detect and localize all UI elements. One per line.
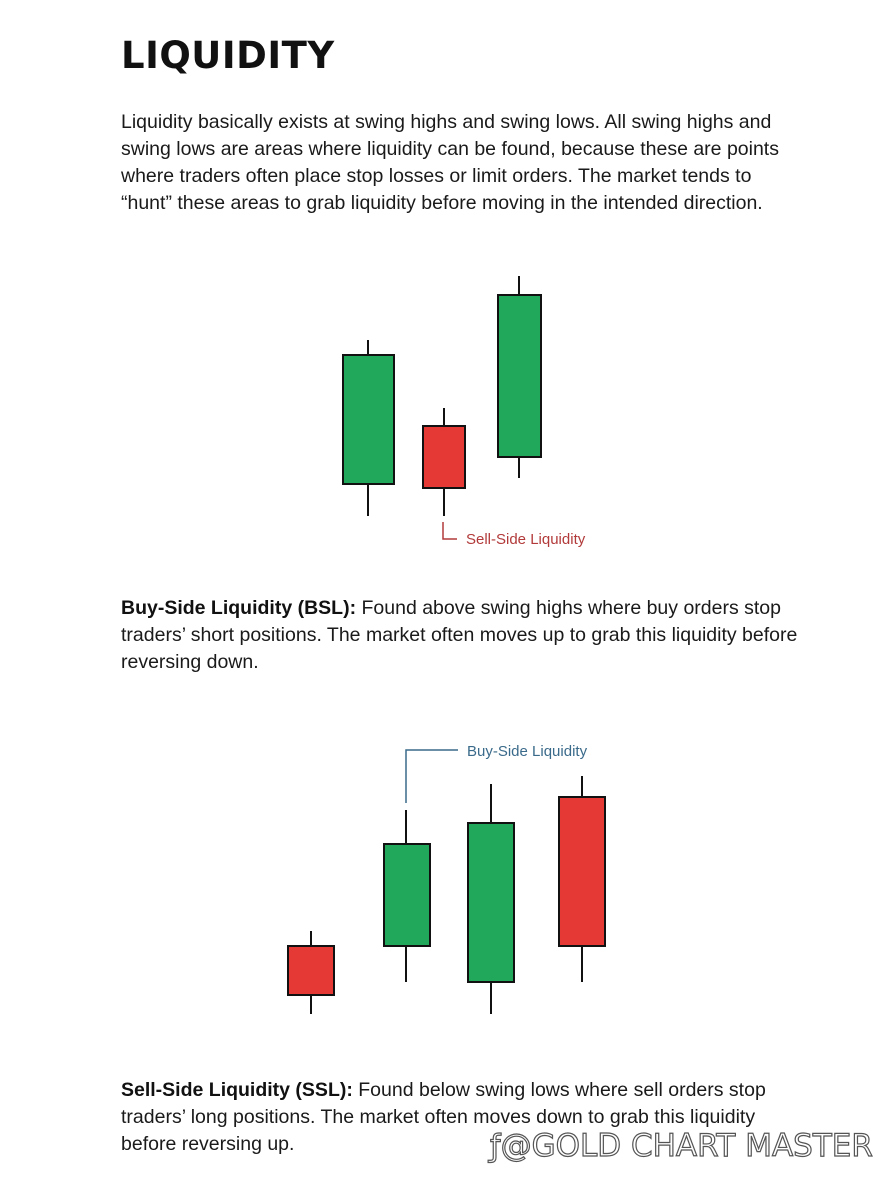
watermark	[490, 1128, 873, 1164]
ssl-term: Sell-Side Liquidity (SSL):	[121, 1079, 353, 1101]
watermark-logo-icon: ƒ	[490, 1129, 501, 1164]
buy-side-bracket	[406, 750, 458, 803]
page-title: LIQUIDITY	[121, 34, 335, 77]
bsl-paragraph	[121, 595, 801, 676]
buy-side-liquidity-label: Buy-Side Liquidity	[467, 743, 588, 760]
candle-2	[384, 810, 430, 982]
sell-side-bracket	[443, 522, 457, 539]
candle-3-body	[498, 295, 541, 457]
candle-4-body	[559, 797, 605, 946]
bsl-description: Found above swing highs where buy orders stop traders’ short positions. The market often moves up to grab this liquidity before reversing down.	[121, 597, 798, 673]
bsl-term: Buy-Side Liquidity (BSL):	[121, 597, 357, 619]
sell-side-liquidity-label: Sell-Side Liquidity	[466, 531, 586, 548]
candle-3	[468, 784, 514, 1014]
candle-1-body	[343, 355, 394, 484]
watermark-text: @GOLD CHART MASTER	[500, 1128, 873, 1164]
candle-1	[343, 340, 394, 516]
candle-1	[288, 931, 334, 1014]
candle-3	[498, 276, 541, 478]
candle-2	[423, 408, 465, 516]
ssl-description: Found below swing lows where sell orders stop traders’ long positions. The market often moves down to grab this liquidity before reversing up.	[121, 1079, 766, 1155]
candle-2-body	[384, 844, 430, 946]
intro-paragraph: Liquidity basically exists at swing highs and swing lows. All swing highs and swing lows are areas where liquidity can be found, because these are points where traders often place stop losses or limit orders. The market tends to “hunt” these areas to grab liquidity before moving in the intended direction.	[121, 111, 779, 214]
sell-side-liquidity-diagram	[0, 260, 896, 560]
candle-2-body	[423, 426, 465, 488]
candle-3-body	[468, 823, 514, 982]
candle-4	[559, 776, 605, 982]
candle-1-body	[288, 946, 334, 995]
buy-side-liquidity-diagram	[0, 730, 896, 1030]
